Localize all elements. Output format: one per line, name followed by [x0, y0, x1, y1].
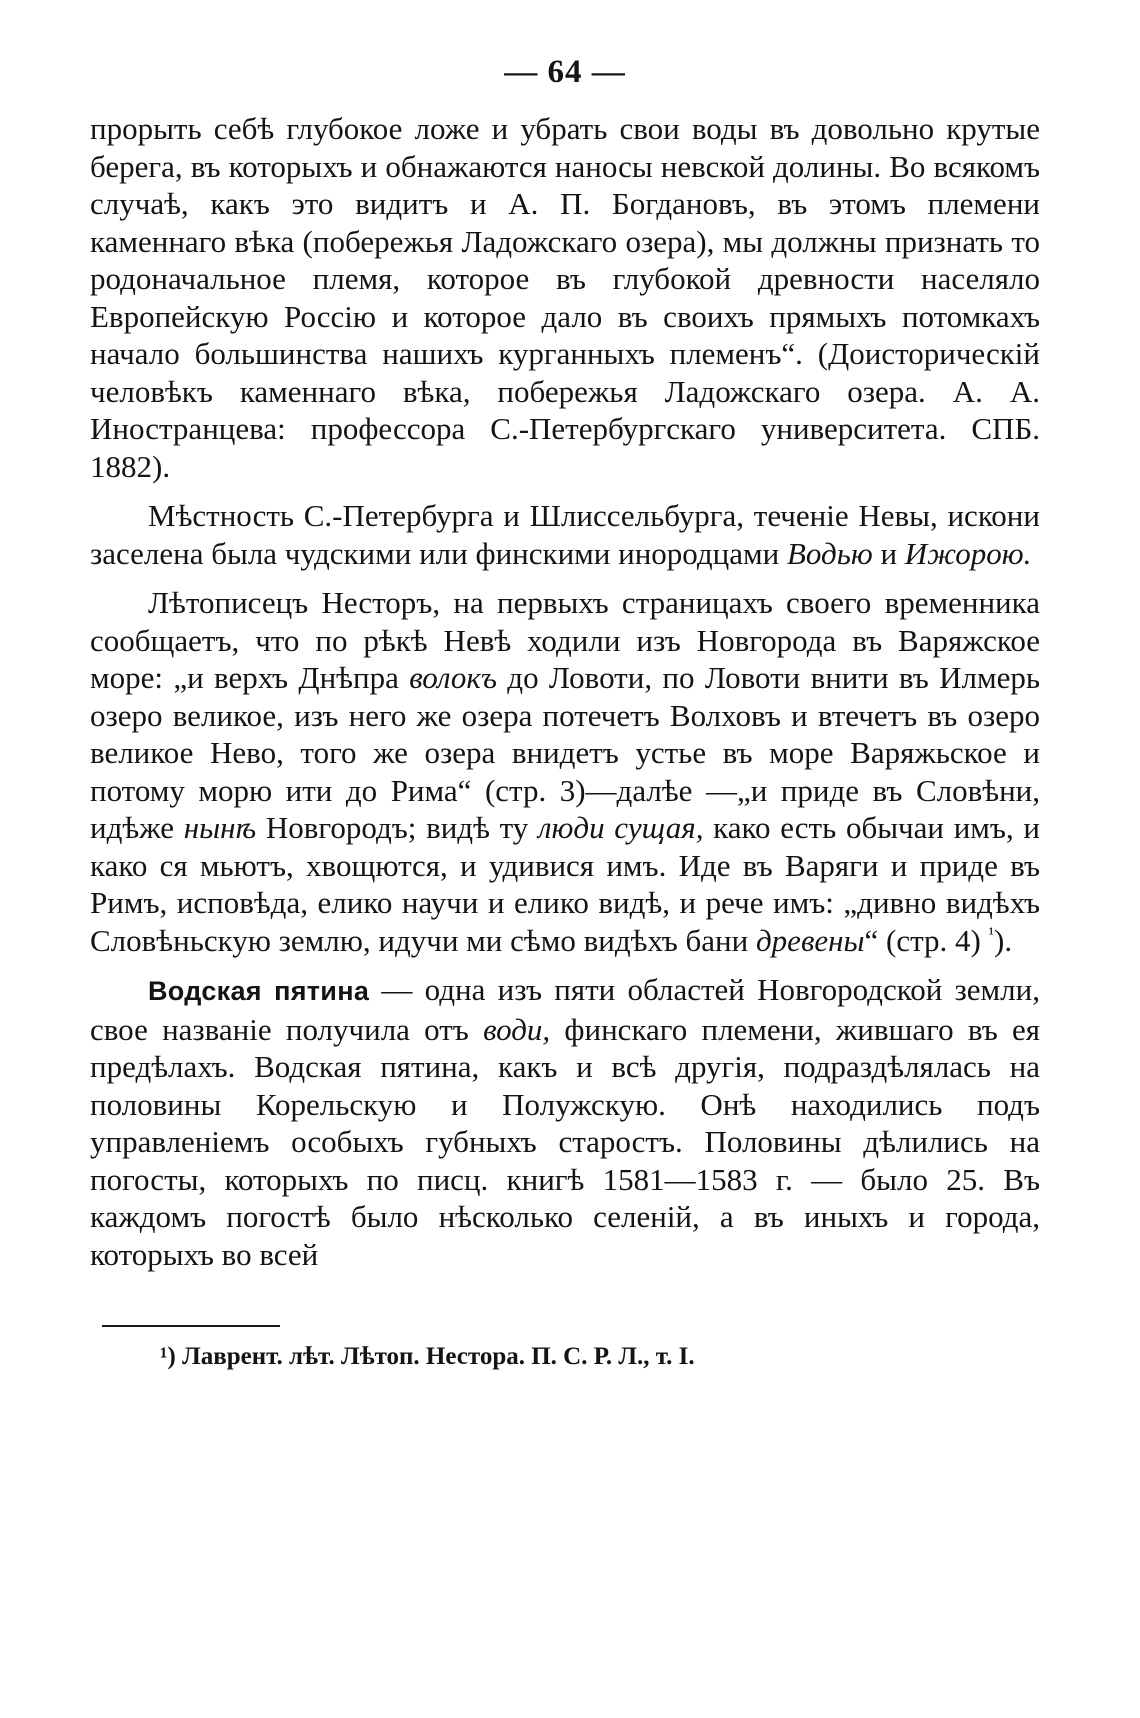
footnote-marker: ¹) — [160, 1343, 176, 1370]
paragraph-continued: прорыть себѣ глубокое ложе и убрать свои воды въ довольно крутые берега, въ которыхъ и обнажаются наносы невской долины. Во всякомъ случаѣ, какъ это видитъ и А. П. Богдановъ, въ этомъ племени каменнаго вѣка (побережья Ладожскаго озера), мы должны признать то родоначальное племя, которое въ глубокой древности населяло Европейскую Россію и которое дало въ своихъ прямыхъ потомкахъ начало большинства нашихъ курганныхъ племенъ“. (Доисторическій человѣкъ каменнаго вѣка, побережья Ладожскаго озера. А. А. Иностранцева: профессора С.-Петербургскаго университета. СПБ. 1882). — [90, 111, 1040, 484]
emphasis-dreveny: древены — [756, 922, 865, 958]
paragraph-text: Новгородъ; видѣ ту — [256, 810, 539, 845]
emphasis-nyne: нынѣ — [183, 810, 257, 845]
page-number: — 64 — — [504, 54, 626, 90]
book-page — [90, 52, 1040, 1692]
paragraph-text: до Ловоти, по Ловоти внити въ Илмерь озеро великое, изъ него же озера потечетъ Волховъ и втечетъ въ озеро великое Нево, того же озера внидетъ устье въ море Варяжьское и потому морю ити до Рима“ (стр. 3)—далѣе —„и приде въ Словѣни, идѣже — [90, 660, 1040, 845]
paragraph-vodskaya-pyatina — [90, 971, 1040, 1273]
paragraph-text: како есть обычаи имъ, и како ся мьютъ, хвощются, и удивися имъ. Иде въ Варяги и приде въ Римъ, исповѣда, елико научи и елико видѣ, и рече имъ: „дивно видѣхъ Словѣньскую землю, идучи ми сѣмо видѣхъ бани — [90, 810, 1041, 958]
emphasis-lyudi-sushchaya: люди сущая, — [538, 810, 704, 845]
footnote — [160, 1341, 1040, 1373]
paragraph-text: Лѣтописецъ Несторъ, на первыхъ страницахъ своего временника сообщаетъ, что по рѣкѣ Невѣ ходили изъ Новгорода въ Варяжское море: „и верхъ Днѣпра — [90, 585, 1040, 695]
paragraph-text: — одна изъ пяти областей Новгородской земли, свое названіе получила отъ — [90, 972, 1040, 1047]
paragraph-text: ). — [994, 922, 1013, 958]
paragraph-text: финскаго племени, жившаго въ ея предѣлахъ. Водская пятина, какъ и всѣ другія, подраздѣлялась на половины Корельскую и Полужскую. Онѣ находились подъ управленіемъ особыхъ губныхъ старостъ. Половины дѣлились на погосты, которыхъ по писц. книгѣ 1581—1583 г. — было 25. Въ каждомъ погостѣ было нѣсколько селеній, а въ иныхъ и города, которыхъ во всей — [90, 1011, 1040, 1272]
paragraph-text: и — [872, 535, 905, 571]
paragraph-text: Мѣстность С.-Петербурга и Шлиссельбурга, теченіе Невы, искони заселена была чудскими или финскими инородцами — [90, 498, 1040, 571]
footnote-text: Лаврент. лѣт. Лѣтоп. Нестора. П. С. Р. Л., т. I. — [175, 1343, 695, 1370]
emphasis-vodi: води, — [483, 1011, 551, 1047]
footnote-reference: ¹ — [988, 923, 995, 944]
paragraph-nestor — [90, 584, 1040, 959]
emphasis-volok: волокъ — [409, 660, 497, 695]
footnote-divider — [102, 1325, 280, 1327]
emphasis-vodyu: Водью — [787, 535, 873, 571]
emphasis-izhoroyu: Ижорою. — [904, 535, 1032, 571]
paragraph-vod-izhora — [90, 497, 1040, 572]
section-heading: Водская пятина — [148, 976, 370, 1006]
paragraph-text: “ (стр. 4) — [864, 922, 989, 958]
